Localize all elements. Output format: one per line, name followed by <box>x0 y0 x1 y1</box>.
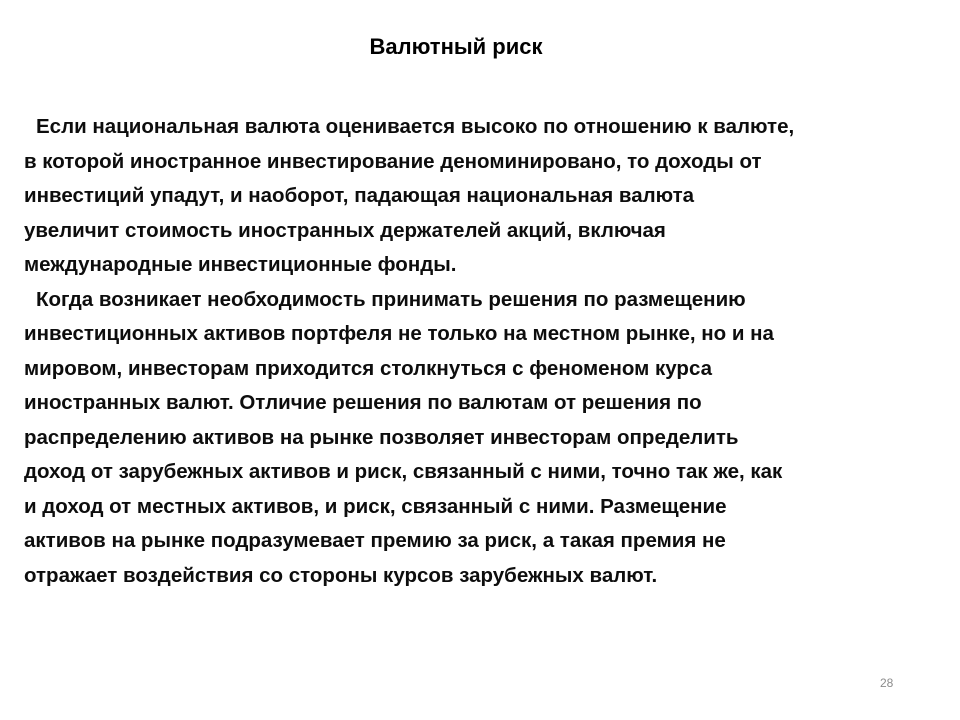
text-line: активов на рынке подразумевает премию за риск, а такая премия не <box>24 529 726 552</box>
text-line: Когда возникает необходимость принимать решения по размещению <box>36 287 746 311</box>
text-line: увеличит стоимость иностранных держателей акций, включая <box>24 218 666 242</box>
text-line: мировом, инвесторам приходится столкнуться с феноменом курса <box>24 356 712 380</box>
paragraph-currency-value <box>24 110 940 283</box>
slide-body <box>24 110 940 593</box>
text-line: инвестиций упадут, и наоборот, падающая национальная валюта <box>24 184 695 207</box>
text-line: отражает воздействия со стороны курсов зарубежных валют. <box>24 563 658 587</box>
text-line: иностранных валют. Отличие решения по валютам от решения по <box>24 391 702 414</box>
text-line: международные инвестиционные фонды. <box>24 253 457 276</box>
text-line: и доход от местных активов, и риск, связанный с ними. Размещение <box>24 494 727 518</box>
text-line: в которой иностранное инвестирование деноминировано, то доходы от <box>24 149 762 173</box>
text-line: доход от зарубежных активов и риск, связанный с ними, точно так же, как <box>24 460 783 483</box>
text-line: распределению активов на рынке позволяет инвесторам определить <box>24 425 739 449</box>
slide-title: Валютный риск <box>369 34 543 59</box>
page-number: 28 <box>880 676 894 690</box>
text-line: Если национальная валюта оценивается высоко по отношению к валюте, <box>36 115 795 138</box>
paragraph-asset-allocation <box>24 283 940 594</box>
text-line: инвестиционных активов портфеля не только на местном рынке, но и на <box>24 322 774 345</box>
